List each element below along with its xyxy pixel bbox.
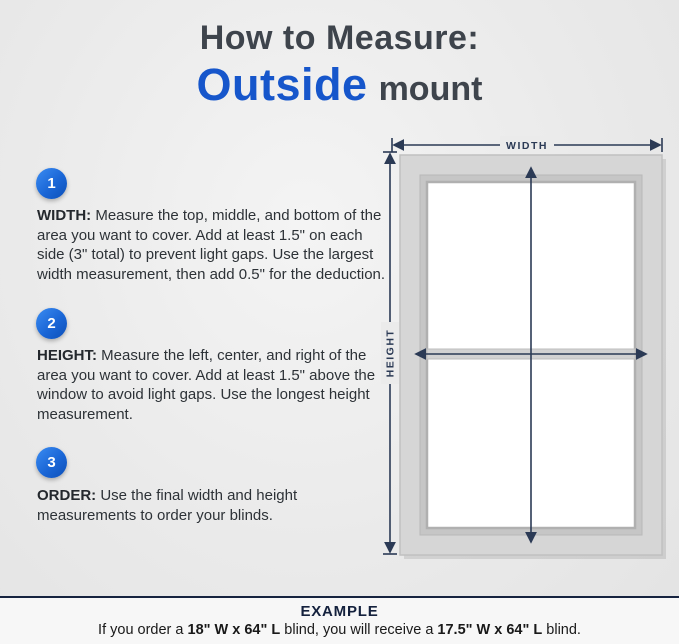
step-2-body: Measure the left, center, and right of the area you want to cover. Add at least 1.5" above the window to avoid light gaps. Use the longest height measurement. — [37, 347, 376, 423]
step-1-text — [37, 206, 389, 285]
height-label: HEIGHT — [384, 328, 397, 378]
example-section — [0, 596, 679, 644]
example-middle: blind, you will receive a — [280, 622, 438, 638]
example-size-received: 17.5" W x 64" L — [437, 622, 543, 638]
example-suffix: blind. — [542, 622, 581, 638]
example-prefix: If you order a — [98, 622, 188, 638]
title-line1: How to Measure: — [199, 19, 480, 57]
step-1-label: WIDTH: — [37, 207, 92, 224]
step-3-label: ORDER: — [37, 487, 97, 504]
step-2-text — [37, 346, 389, 425]
step-3-badge: 3 — [36, 447, 67, 478]
window-measure-diagram — [370, 128, 672, 570]
example-heading: EXAMPLE — [300, 603, 379, 620]
width-label: WIDTH — [506, 140, 548, 152]
example-text — [0, 622, 679, 638]
step-1-body: Measure the top, middle, and bottom of the area you want to cover. Add at least 1.5" on each side (3" total) to prevent light gaps. Use the largest width measurement, then add 0.5" for the deduction. — [37, 207, 386, 283]
title-accent-outside: Outside — [196, 59, 368, 111]
title-line2 — [0, 59, 679, 111]
step-3-text — [37, 486, 389, 525]
example-size-ordered: 18" W x 64" L — [187, 622, 281, 638]
step-2-label: HEIGHT: — [37, 347, 97, 364]
page-title — [0, 20, 679, 111]
step-1-badge: 1 — [36, 168, 67, 199]
height-label-group — [381, 322, 399, 384]
step-3-body: Use the final width and height measurements to order your blinds. — [37, 487, 298, 524]
title-suffix-mount: mount — [378, 70, 483, 109]
step-2-badge: 2 — [36, 308, 67, 339]
